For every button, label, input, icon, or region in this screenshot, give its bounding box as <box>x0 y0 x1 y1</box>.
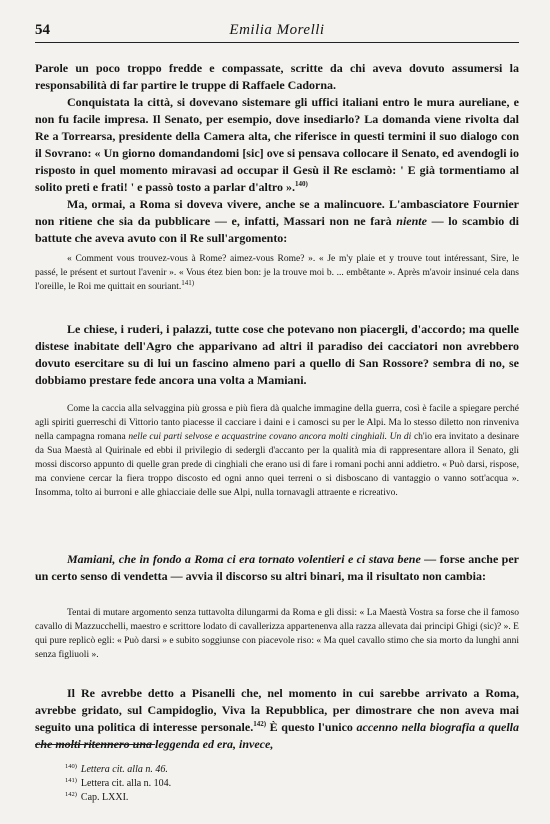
paragraph-5-text: — forse anche per un certo senso di vendetta — avvia il discorso su altri binari, ma il risultato non cambia: <box>35 552 519 583</box>
paragraph-2-text: Conquistata la città, si dovevano sistemare gli uffici italiani entro le mura aureliane, e non fu facile impresa. Il Senato, per esempio, dove insediarlo? La domanda viene rivolta dal Re a Torrearsa, presidente della Camera alta, che riferisce in questi termini il suo dialogo con il Sovrano: « Un giorno domandandomi [sic] ove si pensava collocare il Senato, ed avendogli io risposto in quel momento miravasi ad occupar il Gesù il Re esclamò: ' E già tormentiamo al solito preti e frati! ' e passò tosto a parlar d'altro ». <box>35 95 519 194</box>
quote-mamiani-hunting-text-a: Come la caccia alla selvaggina più grossa e più fiera dà qualche immagine della guerra, così è facile a spiegare perché agli spiriti guerreschi di Vittorio tanto piacesse il cacciare i daini e i camosci su per le Alpi. Ma lo stesso diletto non rinveniva nella campagna romana <box>35 404 519 442</box>
footnote-ref-140: 140) <box>294 180 308 188</box>
quote-mamiani-horse <box>35 606 519 662</box>
paragraph-2 <box>35 94 519 196</box>
footnote-ref-141: 141) <box>181 278 195 287</box>
footnote-number: 141) <box>65 776 77 784</box>
footnote-divider <box>35 744 155 745</box>
footnote-text: Cap. LXXI. <box>80 792 129 803</box>
paragraph-4-text: Le chiese, i ruderi, i palazzi, tutte cose che potevano non piacergli, d'accordo; ma quelle distese inabitate dell'Agro che apparivano ad altri il paradiso dei cacciatori non avrebbero dovuto esercitare su di lui un fascino almeno pari a quello di San Rossore? sembra di no, se dobbiamo prestare fede ancora una volta a Mamiani. <box>35 322 519 387</box>
paragraph-5 <box>35 551 519 585</box>
quote-french-text: « Comment vous trouvez-vous à Rome? aimez-vous Rome? ». « Je m'y plaie et y trouve tout intéressant, Sire, le passé, le présent et surtout l'avenir ». « Vous étez bien bon: je la trouve moi b. ... embêtante ». Après m'avoir insinué cela dans l'oreille, le Roi me quittait en souriant. <box>35 254 519 292</box>
page-header <box>35 20 519 43</box>
paragraph-1-text: Parole un poco troppo fredde e compassate, scritte da chi aveva dovuto assumersi la responsabilità di far partire le truppe di Raffaele Cadorna. <box>35 61 519 92</box>
footnote-text: Lettera cit. alla n. 104. <box>80 778 172 789</box>
paragraph-5-italic: Mamiani, che in fondo a Roma ci era tornato volentieri e ci stava bene <box>67 552 421 566</box>
footnote-number: 140) <box>65 762 77 770</box>
footnote-number: 142) <box>65 790 77 798</box>
footnote-text: Lettera cit. alla n. 46. <box>80 764 168 775</box>
paragraph-3-text-a: Ma, ormai, a Roma si doveva vivere, anche se a malincuore. L'ambasciatore Fournier non ritiene che sia da pubblicare — e, infatti, Massari non ne farà <box>35 197 519 228</box>
paragraph-6-text-a: Il Re avrebbe detto a Pisanelli che, nel momento in cui sarebbe arrivato a Roma, avrebbe gridato, sul Campidoglio, Viva la Repubblica, per dimostrare che non aveva mai seguito una politica di interesse personale. <box>35 686 519 734</box>
footnotes <box>65 763 171 805</box>
paragraph-3-text-b: — lo scambio di battute che aveva avuto con il Re sull'argomento: <box>35 214 519 245</box>
quote-french <box>35 252 519 294</box>
paragraph-3 <box>35 196 519 247</box>
quote-mamiani-hunting <box>35 402 519 500</box>
footnote-141 <box>65 777 171 791</box>
quote-mamiani-hunting-italic: nelle cui parti selvose e acquastrine covano ancora molti cinghiali. Un di <box>128 432 412 442</box>
footnote-142 <box>65 791 171 805</box>
paragraph-1 <box>35 60 519 94</box>
paragraph-6-italic: accenno nella biografia a quella che molti ritennero una leggenda ed era, invece, <box>35 720 519 751</box>
paragraph-4 <box>35 321 519 389</box>
paragraph-6-text-b: È questo l'unico <box>266 720 357 734</box>
running-title: Emilia Morelli <box>229 22 325 38</box>
footnote-ref-142: 142) <box>253 720 267 728</box>
paragraph-3-italic: niente <box>396 214 427 228</box>
footnote-140 <box>65 763 171 777</box>
quote-mamiani-horse-text: Tentai di mutare argomento senza tuttavolta dilungarmi da Roma e gli dissi: « La Maestà Vostra sa forse che il famoso cavallo di Mazzucchelli, maestro e scrittore lodato di cavallerizza appartenenva alla razza allevata dai principi Ghigi (sic)? ». E qui pure replicò egli: « Può darsi » e subito soggiunse con piacevole riso: « Ma quel cavallo stimo che sia morto da lunghi anni senza figliuoli ». <box>35 608 519 660</box>
page-number: 54 <box>35 22 50 38</box>
quote-mamiani-hunting-text-b: ch'io era invitato a desinare da Sua Maestà al Quirinale ed ebbi il privilegio di sedergli d'accanto per la qualità mia di rappresentare allora il Senato, gli mossi discorso appunto di quelle gran prede di cinghiali che erano usi di fare i romani pochi anni addietro. « Può darsi, rispose, ma conviene cercar la fiera troppo discosto ed ogni anno quei terreni o si disboscano di vantaggio o vanno sott'acqua ». Insomma, tolto ai burroni e alle ghiacciaie delle sue Alpi, nulla tornavagli attraente e ricreativo. <box>35 432 519 498</box>
paragraph-6 <box>35 685 519 753</box>
